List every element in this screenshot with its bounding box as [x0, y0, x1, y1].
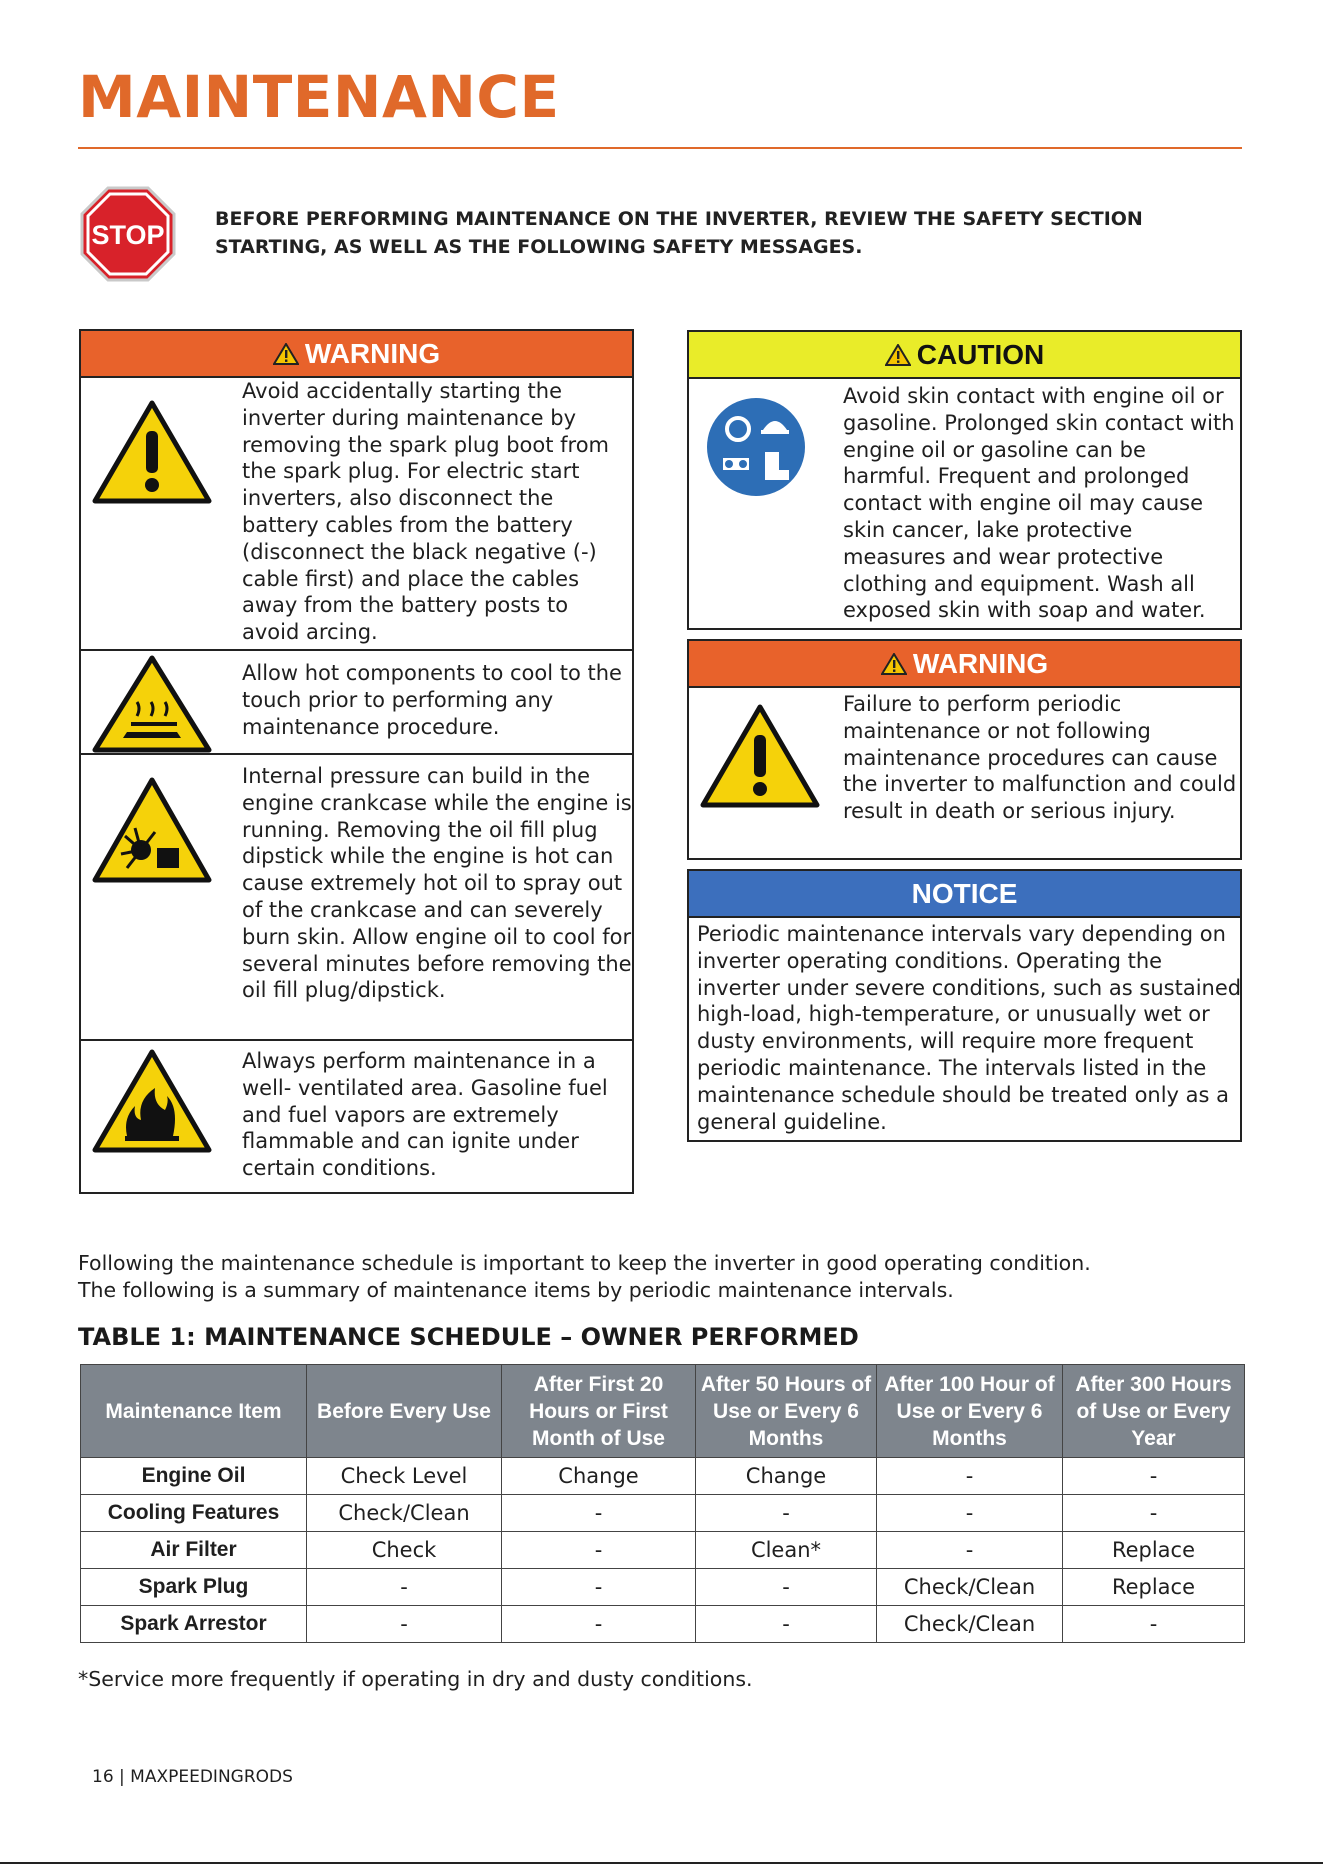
table-cell: - — [1063, 1458, 1245, 1495]
warning-row-divider — [81, 649, 632, 651]
warning-text-4: Always perform maintenance in a well- ventilated area. Gasoline fuel and fuel vapors are extremely flammable and can ignite under certain conditions. — [242, 1049, 608, 1181]
table-cell: - — [307, 1606, 502, 1643]
column-header: After 100 Hour of Use or Every 6 Months — [877, 1365, 1063, 1458]
table-cell: Cooling Features — [81, 1495, 307, 1532]
table-row — [81, 1606, 1245, 1643]
exclamation-warning-icon — [91, 399, 213, 505]
table-cell: - — [696, 1495, 877, 1532]
table-cell: Replace — [1063, 1532, 1245, 1569]
intro-line-2: STARTING, AS WELL AS THE FOLLOWING SAFETY MESSAGES. — [215, 236, 863, 258]
stop-label: STOP — [91, 220, 165, 250]
summary-text — [78, 1250, 1278, 1304]
page-title: MAINTENANCE — [78, 63, 560, 131]
table-cell: - — [696, 1606, 877, 1643]
footnote: *Service more frequently if operating in dry and dusty conditions. — [78, 1667, 753, 1691]
intro-text — [215, 205, 1195, 261]
table-cell: - — [877, 1532, 1063, 1569]
table-cell: Clean* — [696, 1532, 877, 1569]
warning-box-left — [79, 329, 634, 1194]
table-cell: Spark Plug — [81, 1569, 307, 1606]
warning-row-divider — [81, 753, 632, 755]
column-header: After First 20 Hours or First Month of Use — [502, 1365, 696, 1458]
table-cell: - — [1063, 1495, 1245, 1532]
table-row — [81, 1532, 1245, 1569]
notice-header-label: NOTICE — [911, 877, 1018, 909]
table-cell: Check Level — [307, 1458, 502, 1495]
protective-equipment-icon — [705, 396, 807, 498]
table-cell: Air Filter — [81, 1532, 307, 1569]
caution-box — [687, 330, 1242, 630]
warning-text-3: Internal pressure can build in the engine crankcase while the engine is running. Removing the oil fill plug dipstick while the engine is hot can cause extremely hot oil to spray out of the crankcase and can severely burn skin. Allow engine oil to cool for several minutes before removing the oil fill plug/dipstick. — [242, 764, 632, 1003]
column-header: After 300 Hours of Use or Every Year — [1063, 1365, 1245, 1458]
table-header-row — [81, 1365, 1245, 1458]
table-cell: Check — [307, 1532, 502, 1569]
caution-header-label: CAUTION — [916, 338, 1045, 370]
column-header: After 50 Hours of Use or Every 6 Months — [696, 1365, 877, 1458]
table-cell: - — [307, 1569, 502, 1606]
table-cell: Change — [696, 1458, 877, 1495]
table-cell: - — [696, 1569, 877, 1606]
warning-text-2: Allow hot components to cool to the touch prior to performing any maintenance procedure. — [242, 661, 622, 739]
table-row — [81, 1495, 1245, 1532]
warning-row-divider — [81, 1039, 632, 1041]
alert-triangle-icon — [273, 343, 299, 365]
warning-right-text: Failure to perform periodic maintenance or not following maintenance procedures can cause the inverter to malfunction and could result in death or serious injury. — [843, 692, 1237, 824]
title-divider — [78, 147, 1242, 149]
alert-triangle-icon — [885, 344, 911, 366]
warning-header — [81, 331, 632, 378]
column-header: Before Every Use — [307, 1365, 502, 1458]
table-cell: - — [502, 1606, 696, 1643]
warning-header — [689, 641, 1240, 688]
table-cell: - — [877, 1458, 1063, 1495]
table-cell: Check/Clean — [877, 1606, 1063, 1643]
hot-surface-icon — [91, 654, 213, 754]
caution-text: Avoid skin contact with engine oil or gasoline. Prolonged skin contact with engine oil or gasoline can be harmful. Frequent and prolonged contact with engine oil may cause skin cancer, lake protective measures and wear protective clothing and equipment. Wash all exposed skin with soap and water. — [843, 384, 1235, 623]
table-cell: Replace — [1063, 1569, 1245, 1606]
exclamation-warning-icon — [699, 703, 821, 809]
table-row — [81, 1458, 1245, 1495]
table-cell: - — [1063, 1606, 1245, 1643]
table-cell: Check/Clean — [877, 1569, 1063, 1606]
table-cell: Engine Oil — [81, 1458, 307, 1495]
table-cell: Check/Clean — [307, 1495, 502, 1532]
intro-line-1: BEFORE PERFORMING MAINTENANCE ON THE INVERTER, REVIEW THE SAFETY SECTION — [215, 208, 1143, 230]
stop-sign-icon — [80, 186, 176, 282]
column-header: Maintenance Item — [81, 1365, 307, 1458]
summary-line-1: Following the maintenance schedule is important to keep the inverter in good operating condition. — [78, 1251, 1091, 1275]
notice-text: Periodic maintenance intervals vary depending on inverter operating conditions. Operating the inverter under severe conditions, such as sustained high-load, high-temperature, or unusually wet or dusty environments, will require more frequent periodic maintenance. The intervals listed in the maintenance schedule should be treated only as a general guideline. — [697, 922, 1242, 1134]
page-footer: 16 | MAXPEEDINGRODS — [92, 1767, 293, 1787]
table-cell: - — [877, 1495, 1063, 1532]
summary-line-2: The following is a summary of maintenance items by periodic maintenance intervals. — [78, 1278, 954, 1302]
table-cell: - — [502, 1569, 696, 1606]
notice-box — [687, 869, 1242, 1142]
table-title: TABLE 1: MAINTENANCE SCHEDULE – OWNER PERFORMED — [78, 1323, 859, 1351]
bottom-divider — [0, 1862, 1323, 1864]
warning-box-right — [687, 639, 1242, 860]
table-cell: Spark Arrestor — [81, 1606, 307, 1643]
warning-text-1: Avoid accidentally starting the inverter during maintenance by removing the spark plug boot from the spark plug. For electric start inverters, also disconnect the battery cables from the battery (disconnect the black negative (-) cable first) and place the cables away from the battery posts to avoid arcing. — [242, 379, 610, 645]
explosion-hazard-icon — [91, 776, 213, 884]
table-cell: Change — [502, 1458, 696, 1495]
table-cell: - — [502, 1495, 696, 1532]
maintenance-schedule-table — [80, 1364, 1245, 1643]
alert-triangle-icon — [881, 653, 907, 675]
table-row — [81, 1569, 1245, 1606]
flammable-icon — [91, 1048, 213, 1154]
table-cell: - — [502, 1532, 696, 1569]
caution-header — [689, 332, 1240, 379]
notice-header — [689, 871, 1240, 918]
warning-header-label: WARNING — [912, 647, 1049, 679]
warning-header-label: WARNING — [304, 337, 441, 369]
